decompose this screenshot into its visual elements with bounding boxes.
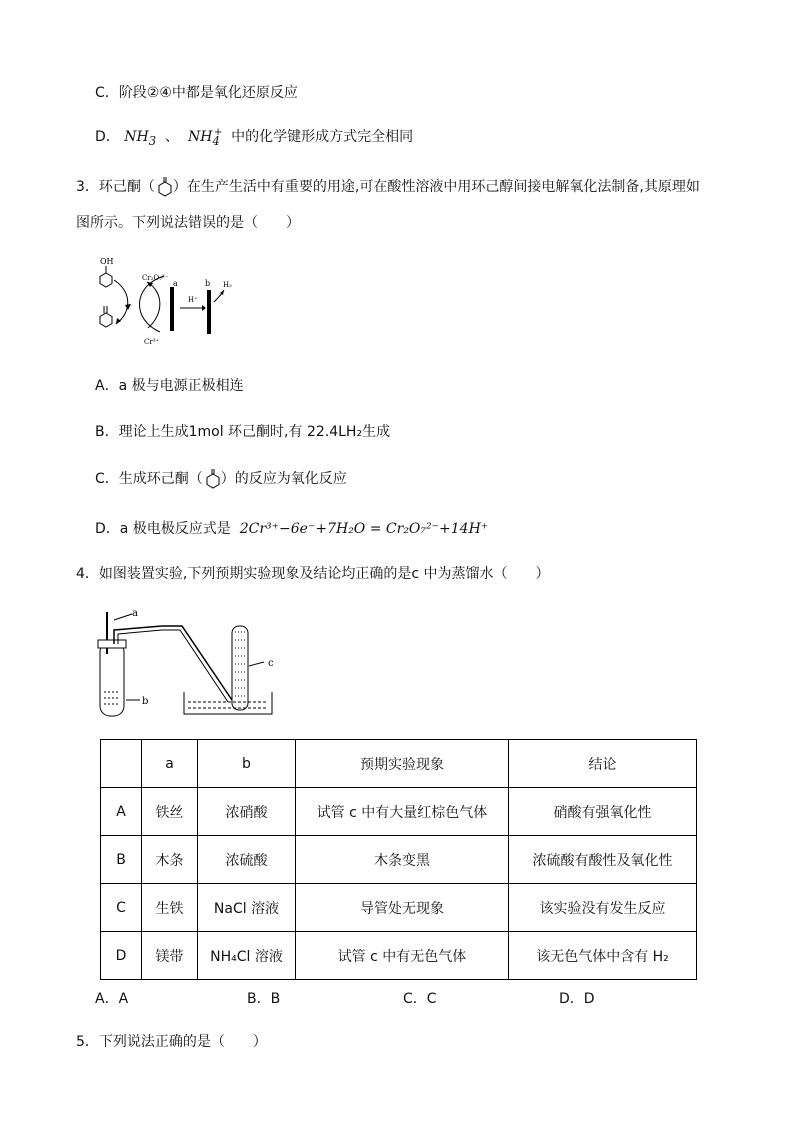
q3-option-c: C．生成环己酮（ ）的反应为氧化反应: [95, 468, 347, 490]
label-c: c: [268, 658, 274, 669]
nh3-formula: $NH_3$: [124, 129, 157, 148]
header-cell: a: [142, 740, 198, 788]
option-label: D．: [95, 129, 120, 145]
separator: 、: [165, 129, 180, 145]
electrolysis-diagram: [92, 252, 252, 352]
table-header-row: [101, 740, 697, 788]
label-b: b: [142, 696, 149, 707]
cyclohexanone-icon: [203, 468, 221, 490]
table-cell: C: [101, 884, 142, 932]
experiment-table: [100, 739, 697, 980]
q3-stem-line2: 图所示。下列说法错误的是（ ）: [76, 215, 300, 231]
table-cell: 镁带: [142, 932, 198, 980]
table-cell: NH₄Cl 溶液: [198, 932, 296, 980]
table-cell: B: [101, 836, 142, 884]
table-cell: 浓硝酸: [198, 788, 296, 836]
electrode-b: [207, 290, 211, 334]
table-row: [101, 836, 697, 884]
table-cell: 该实验没有发生反应: [509, 884, 697, 932]
table-cell: 导管处无现象: [296, 884, 509, 932]
q3-stem-line1: 3．环己酮（ ）在生产生活中有重要的用途,可在酸性溶液中用环己醇间接电解氧化法制备,其原理如: [76, 176, 700, 198]
q3-option-a: A．a 极与电源正极相连: [95, 378, 244, 394]
header-cell: b: [198, 740, 296, 788]
electrode-a-label: a: [173, 279, 178, 288]
option-text: 中的化学键形成方式完全相同: [231, 129, 414, 145]
q3-option-b: B．理论上生成1mol 环己酮时,有 22.4LH₂生成: [95, 424, 391, 440]
table-row: [101, 884, 697, 932]
nh4-formula: $NH_4^+$: [187, 127, 223, 148]
hydrogen-label: H₂: [223, 281, 232, 289]
table-row: [101, 932, 697, 980]
q4-option-c: C．C: [403, 991, 437, 1007]
table-cell: A: [101, 788, 142, 836]
table-cell: 试管 c 中有无色气体: [296, 932, 509, 980]
electrode-b-label: b: [205, 279, 211, 288]
chromium-ion-label: Cr³⁺: [144, 338, 160, 346]
cyclohexanone-icon: [155, 176, 173, 198]
oxidation-arrow-left: [114, 280, 128, 324]
electrode-equation: 2Cr³⁺−6e⁻+7H₂O = Cr₂O₇²⁻+14H⁺: [239, 521, 489, 537]
table-cell: 该无色气体中含有 H₂: [509, 932, 697, 980]
dichromate-label: Cr₂O₇²⁻: [142, 274, 169, 282]
q4-option-a: A．A: [95, 991, 129, 1007]
table-cell: 试管 c 中有大量红棕色气体: [296, 788, 509, 836]
table-cell: D: [101, 932, 142, 980]
table-cell: 浓硫酸有酸性及氧化性: [509, 836, 697, 884]
header-cell: [101, 740, 142, 788]
cyclohexanone-ring: [100, 313, 112, 327]
label-a: a: [132, 608, 138, 619]
table-row: [101, 788, 697, 836]
oh-label: OH: [100, 257, 114, 266]
table-cell: 木条变黑: [296, 836, 509, 884]
delivery-tube: [114, 626, 232, 700]
header-cell: 预期实验现象: [296, 740, 509, 788]
proton-label: H⁺: [188, 296, 198, 304]
table-cell: 木条: [142, 836, 198, 884]
cyclohexanol-ring: [100, 273, 112, 287]
test-tube-c: [232, 626, 248, 710]
table-cell: NaCl 溶液: [198, 884, 296, 932]
q2-option-c: C．阶段②④中都是氧化还原反应: [95, 85, 298, 101]
table-cell: 生铁: [142, 884, 198, 932]
q3-option-d: D．a 极电极反应式是 2Cr³⁺−6e⁻+7H₂O = Cr₂O₇²⁻+14H⁺: [95, 521, 489, 537]
cycle-arrow-right: [147, 282, 160, 328]
header-cell: 结论: [509, 740, 697, 788]
q4-option-b: B．B: [247, 991, 281, 1007]
table-cell: 硝酸有强氧化性: [509, 788, 697, 836]
apparatus-diagram: [92, 604, 282, 722]
q4-stem: 4．如图装置实验,下列预期实验现象及结论均正确的是c 中为蒸馏水（ ）: [76, 566, 550, 582]
q4-option-d: D．D: [559, 991, 595, 1007]
table-cell: 浓硫酸: [198, 836, 296, 884]
q2-option-d: [95, 126, 413, 148]
electrode-a: [170, 287, 174, 331]
test-tube-b: [100, 642, 124, 716]
q5-stem: 5．下列说法正确的是（ ）: [76, 1034, 267, 1050]
table-cell: 铁丝: [142, 788, 198, 836]
